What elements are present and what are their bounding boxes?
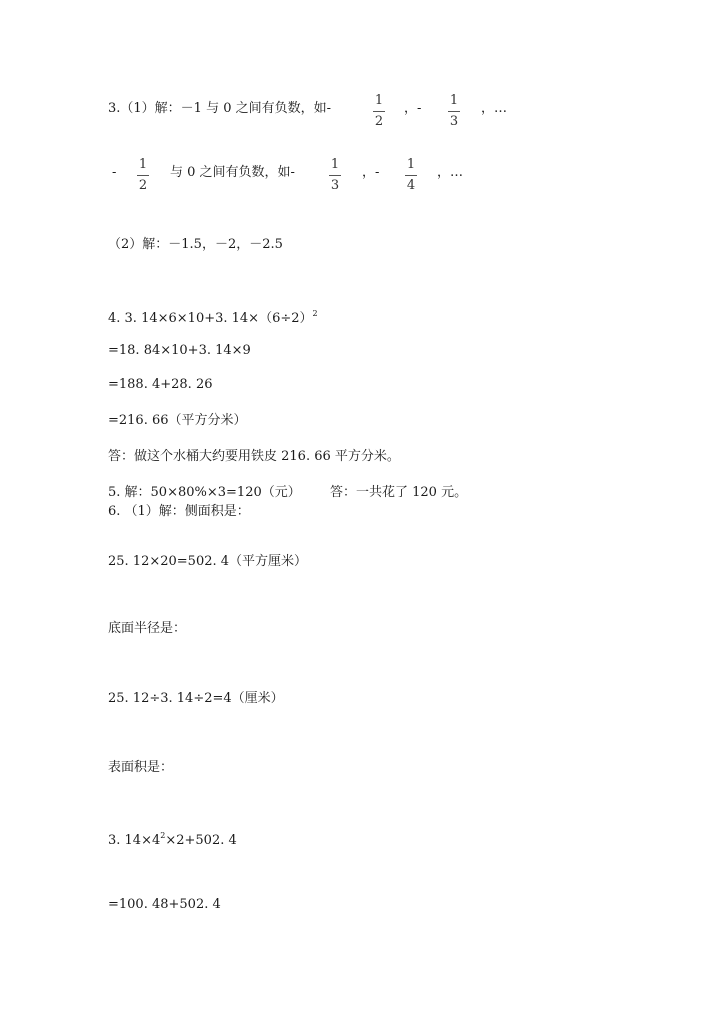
fraction-bar [329,175,341,176]
q3-part2: （2）解：－1.5，－2，－2.5 [108,237,283,252]
q3-line2-mid1: 与 0 之间有负数，如- [170,165,295,180]
q4-answer: 答：做这个水桶大约要用铁皮 216. 66 平方分米。 [108,449,400,464]
q6-surface-result: =100. 48+502. 4 [108,897,221,912]
q6-intro: 6. （1）解：侧面积是： [108,504,250,519]
q4-line2: =18. 84×10+3. 14×9 [108,343,251,358]
q4-line1-exponent: 2 [312,309,318,318]
fraction-bar [137,175,149,176]
fraction-denominator: 2 [374,114,384,129]
q4-line1 [108,305,318,328]
fraction-denominator: 4 [406,178,416,193]
fraction-numerator: 1 [374,93,384,108]
fraction-denominator: 3 [449,114,459,129]
fraction-bar [448,111,460,112]
fraction-bar [405,175,417,176]
q3-line1-prefix: 3.（1）解：－1 与 0 之间有负数，如- [108,101,332,116]
q6-radius-label: 底面半径是： [108,621,187,636]
fraction-numerator: 1 [330,157,340,172]
q6-surface-calc [108,827,237,850]
q3-line1-suffix: ，… [481,101,508,116]
q4-line3: =188. 4+28. 26 [108,377,213,392]
fraction-bar [373,111,385,112]
fraction-denominator: 2 [138,178,148,193]
q6-radius-calc: 25. 12÷3. 14÷2=4（厘米） [108,691,284,706]
fraction [372,94,386,129]
q4-line4: =216. 66（平方分米） [108,413,247,428]
fraction [404,158,418,193]
q3-line1-mid: ，- [404,101,422,116]
q4-line1-text: 4. 3. 14×6×10+3. 14×（6÷2） [108,311,313,326]
q3-line2-mid2: ，- [362,165,380,180]
fraction [447,94,461,129]
fraction-numerator: 1 [449,93,459,108]
q5-answer: 答：一共花了 120 元。 [330,485,468,500]
fraction-denominator: 3 [330,178,340,193]
q6-surface-calc-exponent: 2 [160,831,166,840]
fraction-numerator: 1 [406,157,416,172]
q6-surface-calc-a: 3. 14×4 [108,833,161,848]
fraction-numerator: 1 [138,157,148,172]
q6-lateral: 25. 12×20=502. 4（平方厘米） [108,554,308,569]
q3-line2-prefix: - [112,165,117,180]
q5-solution: 5. 解：50×80%×3=120（元） [108,485,301,500]
q3-line2-suffix: ，… [437,165,464,180]
q6-surface-calc-b: ×2+502. 4 [165,833,237,848]
q6-surface-label: 表面积是： [108,760,174,775]
fraction [136,158,150,193]
fraction [328,158,342,193]
